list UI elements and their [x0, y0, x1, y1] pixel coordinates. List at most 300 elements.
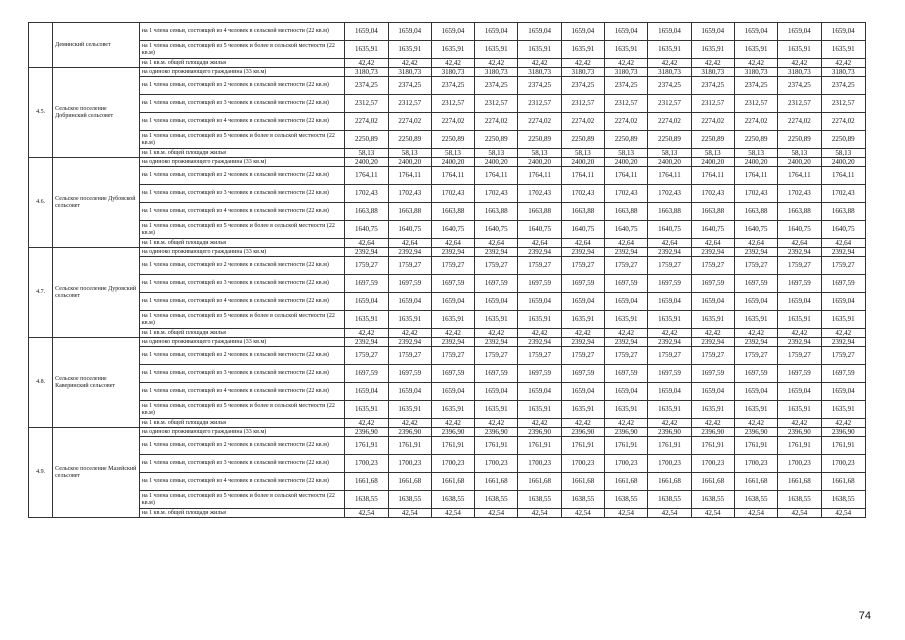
table-row — [29, 401, 866, 419]
value-cell: 1702,43 — [648, 185, 691, 203]
table-body — [29, 23, 866, 518]
value-cell: 1764,11 — [431, 167, 474, 185]
value-cell: 1635,91 — [475, 41, 518, 59]
table-row — [29, 68, 866, 77]
value-cell: 1659,04 — [388, 23, 431, 41]
value-cell: 1700,23 — [561, 455, 604, 473]
section-number: 4.8. — [29, 338, 53, 428]
value-cell: 1635,91 — [475, 311, 518, 329]
value-cell: 2396,90 — [734, 428, 777, 437]
category-label: на 1 члена семьи, состоящей из 3 человек в сельской местности (22 кв.м) — [139, 275, 344, 293]
value-cell: 1764,11 — [388, 167, 431, 185]
page-number: 74 — [858, 610, 871, 622]
value-cell: 42,64 — [518, 239, 561, 248]
value-cell: 1697,59 — [431, 365, 474, 383]
value-cell: 1702,43 — [778, 185, 821, 203]
value-cell: 3180,73 — [778, 68, 821, 77]
value-cell: 1759,27 — [821, 347, 865, 365]
value-cell: 2400,20 — [431, 158, 474, 167]
value-cell: 2274,02 — [691, 113, 734, 131]
value-cell: 1659,04 — [561, 293, 604, 311]
value-cell: 2312,57 — [778, 95, 821, 113]
value-cell: 2312,57 — [605, 95, 648, 113]
value-cell: 1635,91 — [734, 401, 777, 419]
value-cell: 1640,75 — [691, 221, 734, 239]
value-cell: 1659,04 — [561, 383, 604, 401]
value-cell: 1635,91 — [345, 41, 388, 59]
category-label: на 1 члена семьи, состоящей из 4 человек в сельской местности (22 кв.м) — [139, 473, 344, 491]
value-cell: 1640,75 — [431, 221, 474, 239]
value-cell: 3180,73 — [475, 68, 518, 77]
value-cell: 1759,27 — [778, 257, 821, 275]
value-cell: 1700,23 — [648, 455, 691, 473]
value-cell: 1702,43 — [345, 185, 388, 203]
value-cell: 42,54 — [734, 509, 777, 518]
value-cell: 1697,59 — [648, 365, 691, 383]
value-cell: 2274,02 — [475, 113, 518, 131]
value-cell: 1659,04 — [648, 23, 691, 41]
value-cell: 3180,73 — [388, 68, 431, 77]
settlement-name: Сельское поселение Дуровский сельсовет — [53, 248, 140, 338]
value-cell: 42,64 — [648, 239, 691, 248]
value-cell: 42,42 — [648, 59, 691, 68]
value-cell: 1635,91 — [605, 41, 648, 59]
value-cell: 58,13 — [778, 149, 821, 158]
value-cell: 1661,68 — [605, 473, 648, 491]
value-cell: 58,13 — [475, 149, 518, 158]
value-cell: 42,54 — [518, 509, 561, 518]
value-cell: 1638,55 — [605, 491, 648, 509]
category-label: на 1 члена семьи, состоящей из 4 человек в сельской местности (22 кв.м) — [139, 113, 344, 131]
value-cell: 42,42 — [605, 329, 648, 338]
value-cell: 1640,75 — [345, 221, 388, 239]
value-cell: 1659,04 — [691, 293, 734, 311]
value-cell: 1759,27 — [734, 257, 777, 275]
value-cell: 1761,91 — [821, 437, 865, 455]
value-cell: 1697,59 — [475, 275, 518, 293]
table-row — [29, 293, 866, 311]
value-cell: 1635,91 — [518, 41, 561, 59]
value-cell: 1638,55 — [475, 491, 518, 509]
value-cell: 1700,23 — [431, 455, 474, 473]
value-cell: 42,42 — [431, 419, 474, 428]
value-cell: 1663,88 — [431, 203, 474, 221]
value-cell: 1635,91 — [648, 41, 691, 59]
value-cell: 1697,59 — [388, 365, 431, 383]
value-cell: 2400,20 — [648, 158, 691, 167]
value-cell: 42,42 — [518, 59, 561, 68]
value-cell: 2312,57 — [431, 95, 474, 113]
value-cell: 1635,91 — [518, 311, 561, 329]
value-cell: 1661,68 — [778, 473, 821, 491]
value-cell: 1759,27 — [431, 347, 474, 365]
value-cell: 2400,20 — [518, 158, 561, 167]
value-cell: 1663,88 — [345, 203, 388, 221]
value-cell: 58,13 — [821, 149, 865, 158]
value-cell: 2392,94 — [648, 338, 691, 347]
value-cell: 1640,75 — [778, 221, 821, 239]
value-cell: 2396,90 — [691, 428, 734, 437]
category-label: на 1 члена семьи, состоящей из 3 человек в сельской местности (22 кв.м) — [139, 455, 344, 473]
value-cell: 1659,04 — [821, 23, 865, 41]
value-cell: 2392,94 — [345, 248, 388, 257]
value-cell: 3180,73 — [345, 68, 388, 77]
table-row — [29, 419, 866, 428]
value-cell: 2374,25 — [388, 77, 431, 95]
value-cell: 2274,02 — [345, 113, 388, 131]
value-cell: 2392,94 — [561, 248, 604, 257]
value-cell: 1759,27 — [388, 347, 431, 365]
value-cell: 2392,94 — [605, 248, 648, 257]
value-cell: 1638,55 — [691, 491, 734, 509]
value-cell: 1640,75 — [648, 221, 691, 239]
category-label: на 1 члена семьи, состоящей из 5 человек и более в сельской местности (22 кв.м) — [139, 311, 344, 329]
value-cell: 2274,02 — [821, 113, 865, 131]
value-cell: 1759,27 — [475, 347, 518, 365]
category-label: на 1 члена семьи, состоящей из 2 человек в сельской местности (22 кв.м) — [139, 347, 344, 365]
table-row — [29, 338, 866, 347]
category-label: на 1 члена семьи, состоящей из 2 человек в сельской местности (22 кв.м) — [139, 257, 344, 275]
value-cell: 1759,27 — [561, 257, 604, 275]
value-cell: 1635,91 — [605, 401, 648, 419]
value-cell: 1697,59 — [388, 275, 431, 293]
section-number: 4.9. — [29, 428, 53, 518]
value-cell: 2374,25 — [821, 77, 865, 95]
value-cell: 42,42 — [778, 329, 821, 338]
value-cell: 1635,91 — [778, 311, 821, 329]
value-cell: 1697,59 — [561, 275, 604, 293]
value-cell: 1638,55 — [821, 491, 865, 509]
value-cell: 2392,94 — [778, 248, 821, 257]
value-cell: 58,13 — [691, 149, 734, 158]
value-cell: 1635,91 — [648, 311, 691, 329]
value-cell: 2392,94 — [691, 338, 734, 347]
value-cell: 1635,91 — [388, 401, 431, 419]
value-cell: 42,42 — [388, 59, 431, 68]
value-cell: 2392,94 — [518, 338, 561, 347]
value-cell: 2396,90 — [475, 428, 518, 437]
value-cell: 2400,20 — [388, 158, 431, 167]
value-cell: 42,42 — [561, 329, 604, 338]
value-cell: 1635,91 — [561, 401, 604, 419]
value-cell: 42,64 — [778, 239, 821, 248]
category-label: на 1 члена семьи, состоящей из 4 человек в сельской местности (22 кв.м) — [139, 383, 344, 401]
value-cell: 1659,04 — [561, 23, 604, 41]
category-label: на 1 члена семьи, состоящей из 2 человек в сельской местности (22 кв.м) — [139, 167, 344, 185]
value-cell: 42,54 — [561, 509, 604, 518]
value-cell: 1761,91 — [561, 437, 604, 455]
value-cell: 1659,04 — [778, 293, 821, 311]
value-cell: 2392,94 — [561, 338, 604, 347]
value-cell: 1635,91 — [778, 401, 821, 419]
value-cell: 42,42 — [734, 329, 777, 338]
value-cell: 1702,43 — [431, 185, 474, 203]
value-cell: 1761,91 — [605, 437, 648, 455]
value-cell: 58,13 — [734, 149, 777, 158]
value-cell: 1759,27 — [561, 347, 604, 365]
value-cell: 1759,27 — [345, 347, 388, 365]
value-cell: 42,42 — [518, 329, 561, 338]
value-cell: 1661,68 — [475, 473, 518, 491]
value-cell: 42,42 — [778, 419, 821, 428]
value-cell: 1661,68 — [518, 473, 561, 491]
category-label: на 1 члена семьи, состоящей из 4 человек в сельской местности (22 кв.м) — [139, 293, 344, 311]
table-row — [29, 113, 866, 131]
value-cell: 2374,25 — [605, 77, 648, 95]
table-row — [29, 509, 866, 518]
value-cell: 1635,91 — [734, 311, 777, 329]
value-cell: 1761,91 — [518, 437, 561, 455]
value-cell: 1638,55 — [388, 491, 431, 509]
value-cell: 2374,25 — [431, 77, 474, 95]
value-cell: 42,64 — [345, 239, 388, 248]
value-cell: 42,42 — [648, 329, 691, 338]
value-cell: 1697,59 — [431, 275, 474, 293]
value-cell: 1759,27 — [648, 257, 691, 275]
value-cell: 1702,43 — [605, 185, 648, 203]
value-cell: 1697,59 — [518, 365, 561, 383]
value-cell: 1640,75 — [561, 221, 604, 239]
value-cell: 42,42 — [345, 419, 388, 428]
value-cell: 2392,94 — [648, 248, 691, 257]
value-cell: 1702,43 — [734, 185, 777, 203]
value-cell: 42,42 — [691, 59, 734, 68]
value-cell: 2396,90 — [778, 428, 821, 437]
value-cell: 2392,94 — [691, 248, 734, 257]
value-cell: 1700,23 — [605, 455, 648, 473]
category-label: на одиноко проживающего гражданина (33 кв.м) — [139, 338, 344, 347]
value-cell: 42,42 — [431, 329, 474, 338]
value-cell: 1702,43 — [691, 185, 734, 203]
category-label: на 1 кв.м. общей площади жилья — [139, 509, 344, 518]
category-label: на 1 члена семьи, состоящей из 4 человек в сельской местности (22 кв.м) — [139, 203, 344, 221]
value-cell: 1697,59 — [778, 275, 821, 293]
table-row — [29, 275, 866, 293]
value-cell: 1700,23 — [475, 455, 518, 473]
value-cell: 2392,94 — [778, 338, 821, 347]
table-row — [29, 437, 866, 455]
table-row — [29, 491, 866, 509]
table-row — [29, 167, 866, 185]
table-row — [29, 59, 866, 68]
value-cell: 1759,27 — [605, 347, 648, 365]
value-cell: 2396,90 — [605, 428, 648, 437]
value-cell: 1761,91 — [431, 437, 474, 455]
value-cell: 1661,68 — [431, 473, 474, 491]
value-cell: 1759,27 — [475, 257, 518, 275]
table-row — [29, 347, 866, 365]
value-cell: 1702,43 — [475, 185, 518, 203]
value-cell: 1697,59 — [691, 275, 734, 293]
category-label: на одиноко проживающего гражданина (33 кв.м) — [139, 248, 344, 257]
value-cell: 2400,20 — [605, 158, 648, 167]
value-cell: 1661,68 — [821, 473, 865, 491]
value-cell: 1764,11 — [345, 167, 388, 185]
value-cell: 2274,02 — [561, 113, 604, 131]
value-cell: 2274,02 — [605, 113, 648, 131]
value-cell: 1759,27 — [778, 347, 821, 365]
value-cell: 1661,68 — [734, 473, 777, 491]
value-cell: 2396,90 — [561, 428, 604, 437]
value-cell: 42,42 — [605, 59, 648, 68]
value-cell: 2392,94 — [475, 248, 518, 257]
category-label: на 1 кв.м. общей площади жилья — [139, 149, 344, 158]
value-cell: 1635,91 — [345, 401, 388, 419]
value-cell: 1764,11 — [821, 167, 865, 185]
value-cell: 1702,43 — [821, 185, 865, 203]
value-cell: 1661,68 — [561, 473, 604, 491]
category-label: на 1 члена семьи, состоящей из 5 человек и более в сельской местности (22 кв.м) — [139, 221, 344, 239]
value-cell: 1764,11 — [691, 167, 734, 185]
value-cell: 42,54 — [431, 509, 474, 518]
value-cell: 1700,23 — [734, 455, 777, 473]
value-cell: 2374,25 — [734, 77, 777, 95]
value-cell: 2392,94 — [734, 248, 777, 257]
value-cell: 2374,25 — [648, 77, 691, 95]
value-cell: 42,42 — [778, 59, 821, 68]
value-cell: 2374,25 — [691, 77, 734, 95]
value-cell: 42,54 — [388, 509, 431, 518]
value-cell: 1659,04 — [734, 383, 777, 401]
value-cell: 2250,89 — [734, 131, 777, 149]
value-cell: 42,54 — [475, 509, 518, 518]
value-cell: 1759,27 — [648, 347, 691, 365]
category-label: на 1 кв.м. общей площади жилья — [139, 59, 344, 68]
value-cell: 1764,11 — [518, 167, 561, 185]
value-cell: 1697,59 — [821, 275, 865, 293]
value-cell: 1659,04 — [345, 293, 388, 311]
value-cell: 42,42 — [734, 59, 777, 68]
value-cell: 42,42 — [475, 59, 518, 68]
value-cell: 42,42 — [691, 419, 734, 428]
value-cell: 2250,89 — [648, 131, 691, 149]
value-cell: 1659,04 — [431, 23, 474, 41]
value-cell: 1663,88 — [691, 203, 734, 221]
category-label: на 1 кв.м. общей площади жилья — [139, 329, 344, 338]
value-cell: 1764,11 — [605, 167, 648, 185]
value-cell: 1697,59 — [518, 275, 561, 293]
value-cell: 1635,91 — [605, 311, 648, 329]
value-cell: 2274,02 — [648, 113, 691, 131]
value-cell: 42,42 — [561, 59, 604, 68]
category-label: на 1 члена семьи, состоящей из 5 человек и более в сельской местности (22 кв.м) — [139, 131, 344, 149]
table-row — [29, 149, 866, 158]
value-cell: 1663,88 — [518, 203, 561, 221]
value-cell: 1659,04 — [431, 293, 474, 311]
value-cell: 2400,20 — [778, 158, 821, 167]
value-cell: 42,42 — [691, 329, 734, 338]
value-cell: 1635,91 — [518, 401, 561, 419]
value-cell: 1659,04 — [345, 23, 388, 41]
value-cell: 2374,25 — [518, 77, 561, 95]
value-cell: 1700,23 — [691, 455, 734, 473]
category-label: на 1 кв.м. общей площади жилья — [139, 239, 344, 248]
settlement-name: Сельское поселение Каверинский сельсовет — [53, 338, 140, 428]
table-row — [29, 185, 866, 203]
value-cell: 58,13 — [388, 149, 431, 158]
value-cell: 1759,27 — [518, 257, 561, 275]
table-row — [29, 41, 866, 59]
value-cell: 1635,91 — [821, 311, 865, 329]
value-cell: 2400,20 — [475, 158, 518, 167]
section-number — [29, 23, 53, 68]
value-cell: 58,13 — [431, 149, 474, 158]
value-cell: 2400,20 — [561, 158, 604, 167]
value-cell: 1659,04 — [691, 23, 734, 41]
value-cell: 1659,04 — [388, 293, 431, 311]
value-cell: 1761,91 — [691, 437, 734, 455]
value-cell: 1635,91 — [388, 41, 431, 59]
value-cell: 2400,20 — [691, 158, 734, 167]
value-cell: 2312,57 — [388, 95, 431, 113]
table-row — [29, 95, 866, 113]
value-cell: 42,64 — [475, 239, 518, 248]
value-cell: 2374,25 — [561, 77, 604, 95]
value-cell: 1759,27 — [518, 347, 561, 365]
housing-cost-table — [28, 22, 866, 518]
value-cell: 2392,94 — [431, 248, 474, 257]
value-cell: 1663,88 — [821, 203, 865, 221]
value-cell: 1700,23 — [388, 455, 431, 473]
value-cell: 1697,59 — [345, 365, 388, 383]
table-row — [29, 203, 866, 221]
value-cell: 1635,91 — [475, 401, 518, 419]
value-cell: 1702,43 — [518, 185, 561, 203]
value-cell: 58,13 — [518, 149, 561, 158]
value-cell: 2274,02 — [778, 113, 821, 131]
value-cell: 1661,68 — [691, 473, 734, 491]
category-label: на 1 члена семьи, состоящей из 5 человек и более в сельской местности (22 кв.м) — [139, 41, 344, 59]
value-cell: 2374,25 — [778, 77, 821, 95]
value-cell: 1659,04 — [821, 383, 865, 401]
settlement-name: Сельское поселение Мазейский сельсовет — [53, 428, 140, 518]
value-cell: 2250,89 — [605, 131, 648, 149]
value-cell: 1764,11 — [734, 167, 777, 185]
value-cell: 1635,91 — [691, 41, 734, 59]
value-cell: 42,64 — [734, 239, 777, 248]
value-cell: 1640,75 — [605, 221, 648, 239]
value-cell: 2250,89 — [431, 131, 474, 149]
value-cell: 42,42 — [605, 419, 648, 428]
value-cell: 1697,59 — [605, 365, 648, 383]
value-cell: 42,42 — [648, 419, 691, 428]
value-cell: 42,42 — [431, 59, 474, 68]
value-cell: 1635,91 — [561, 311, 604, 329]
value-cell: 1761,91 — [475, 437, 518, 455]
value-cell: 2392,94 — [388, 338, 431, 347]
category-label: на 1 члена семьи, состоящей из 2 человек в сельской местности (22 кв.м) — [139, 77, 344, 95]
value-cell: 42,54 — [605, 509, 648, 518]
value-cell: 1635,91 — [821, 41, 865, 59]
table-row — [29, 158, 866, 167]
table-row — [29, 257, 866, 275]
value-cell: 2250,89 — [691, 131, 734, 149]
table-row — [29, 311, 866, 329]
value-cell: 42,42 — [561, 419, 604, 428]
settlement-name: Деминский сельсовет — [53, 23, 140, 68]
value-cell: 2312,57 — [648, 95, 691, 113]
value-cell: 1635,91 — [431, 41, 474, 59]
category-label: на 1 члена семьи, состоящей из 4 человек в сельской местности (22 кв.м) — [139, 23, 344, 41]
value-cell: 42,42 — [734, 419, 777, 428]
value-cell: 2392,94 — [605, 338, 648, 347]
value-cell: 1697,59 — [691, 365, 734, 383]
value-cell: 1659,04 — [475, 23, 518, 41]
value-cell: 3180,73 — [431, 68, 474, 77]
table-row — [29, 131, 866, 149]
value-cell: 1700,23 — [778, 455, 821, 473]
value-cell: 1635,91 — [431, 311, 474, 329]
